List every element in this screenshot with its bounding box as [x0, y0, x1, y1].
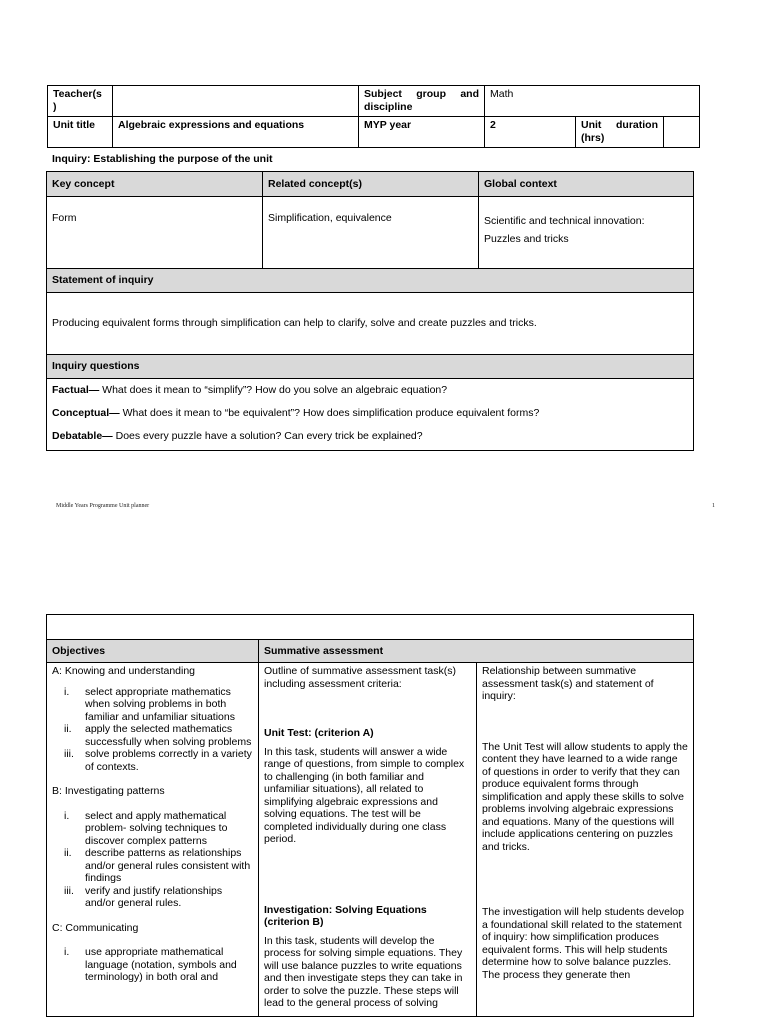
debatable-label: Debatable—	[52, 430, 113, 442]
footer-page-number: 1	[712, 503, 715, 509]
investigation-relationship: The investigation will help students develop a foundational skill related to the statement of inquiry: how simplification produces equivalent forms. This will help students determine how to solve balance puzzles. The process they generate then	[482, 906, 684, 981]
unit-test-title: Unit Test: (criterion A)	[264, 727, 374, 739]
inquiry-table	[46, 171, 694, 451]
debatable-text: Does every puzzle have a solution? Can every trick be explained?	[112, 430, 423, 442]
key-concept-text: Form	[52, 212, 77, 224]
list-item	[52, 946, 253, 984]
conceptual-question	[52, 402, 688, 425]
global-context-header: Global context	[479, 172, 694, 197]
item-number: i.	[64, 946, 70, 958]
assessment-table-top-row	[47, 615, 694, 640]
item-text: use appropriate mathematical language (notation, symbols and terminology) in both oral and	[85, 946, 237, 983]
relationship-cell	[477, 663, 694, 1017]
investigation-title: Investigation: Solving Equations (criterion B)	[264, 903, 427, 928]
item-text: select and apply mathematical problem- solving techniques to discover complex patterns	[85, 809, 228, 847]
conceptual-label: Conceptual—	[52, 407, 120, 419]
conceptual-text: What does it mean to “be equivalent”? How does simplification produce equivalent forms?	[119, 407, 540, 419]
list-item	[52, 885, 253, 910]
inquiry-questions-body	[47, 379, 694, 451]
criterion-b-title: B: Investigating patterns	[52, 785, 165, 797]
statement-of-inquiry-text: Producing equivalent forms through simplification can help to clarify, solve and create puzzles and tricks.	[52, 317, 537, 330]
unit-header-table	[47, 85, 700, 148]
list-item	[52, 723, 253, 748]
criterion-a-list	[52, 686, 253, 774]
assessment-table	[46, 614, 694, 1017]
item-text: solve problems correctly in a variety of contexts.	[85, 748, 252, 773]
key-concept-value	[47, 197, 263, 269]
debatable-question	[52, 425, 688, 448]
item-number: i.	[64, 809, 70, 822]
list-item	[52, 810, 253, 848]
item-text: select appropriate mathematics when solving problems in both familiar and unfamiliar situations	[85, 685, 235, 723]
factual-text: What does it mean to “simplify”? How do you solve an algebraic equation?	[99, 384, 448, 396]
related-concepts-text: Simplification, equivalence	[268, 212, 392, 224]
criterion-b-list	[52, 810, 253, 910]
list-item	[52, 748, 253, 773]
statement-of-inquiry-value	[47, 293, 694, 355]
footer-title: Middle Years Programme Unit planner	[56, 503, 150, 509]
teacher-value	[113, 86, 359, 117]
item-text: apply the selected mathematics successfully when solving problems	[85, 723, 252, 748]
item-number: i.	[64, 685, 70, 698]
myp-year-label: MYP year	[359, 117, 485, 148]
unit-duration-value	[664, 117, 700, 148]
related-concepts-header: Related concept(s)	[263, 172, 479, 197]
subject-group-label: Subject group and discipline	[359, 86, 485, 117]
relationship-text: Relationship between summative assessment task(s) and statement of inquiry:	[482, 665, 654, 702]
objectives-cell	[47, 663, 259, 1017]
factual-label: Factual—	[52, 384, 100, 396]
key-concept-header: Key concept	[47, 172, 263, 197]
item-number: iii.	[64, 748, 74, 760]
global-context-value	[479, 197, 694, 269]
item-text: verify and justify relationships and/or general rules.	[85, 884, 223, 909]
criterion-c-list	[52, 946, 253, 984]
subject-group-value: Math	[485, 86, 700, 117]
criterion-c-title: C: Communicating	[52, 921, 139, 934]
outline-text: Outline of summative assessment task(s) including assessment criteria:	[264, 665, 456, 690]
inquiry-heading: Inquiry: Establishing the purpose of the unit	[52, 153, 273, 165]
related-concepts-value	[263, 197, 479, 269]
item-number: ii.	[64, 847, 72, 859]
item-text: describe patterns as relationships and/or general rules consistent with findings	[85, 847, 251, 884]
inquiry-questions-header: Inquiry questions	[47, 355, 694, 379]
summative-tasks-cell	[259, 663, 477, 1017]
item-number: ii.	[64, 723, 72, 735]
statement-of-inquiry-header: Statement of inquiry	[47, 269, 694, 293]
investigation-text: In this task, students will develop the process for solving simple equations. They will use balance puzzles to write equations and then investigate steps they can take in order to solve the puzzle. These steps will lead to the general process of solving	[264, 934, 463, 1009]
objectives-header: Objectives	[47, 640, 259, 663]
criterion-a-title: A: Knowing and understanding	[52, 665, 196, 677]
unit-duration-label: Unit duration (hrs)	[576, 117, 664, 148]
unit-title-value: Algebraic expressions and equations	[113, 117, 359, 148]
global-context-line1: Scientific and technical innovation:	[484, 215, 645, 227]
global-context-line2: Puzzles and tricks	[484, 233, 569, 245]
unit-title-label: Unit title	[48, 117, 113, 148]
list-item	[52, 847, 253, 885]
list-item	[52, 686, 253, 724]
teacher-label: Teacher(s )	[48, 86, 113, 117]
unit-test-relationship: The Unit Test will allow students to apply the content they have learned to a wide range of questions in order to verify that they can produce equivalent forms through simplification and apply these skills to solve problems involving algebraic expressions and equations. Many of the questions will include applications centering on puzzles and tricks.	[482, 740, 688, 853]
myp-year-value: 2	[485, 117, 576, 148]
factual-question	[52, 379, 688, 402]
item-number: iii.	[64, 884, 74, 897]
unit-test-text: In this task, students will answer a wide range of questions, from simple to complex to challenging (in both familiar and unfamiliar situations), all related to simplifying algebraic expressions and solving equations. The test will be completed individually during one class period.	[264, 745, 465, 845]
summative-assessment-header: Summative assessment	[259, 640, 694, 663]
